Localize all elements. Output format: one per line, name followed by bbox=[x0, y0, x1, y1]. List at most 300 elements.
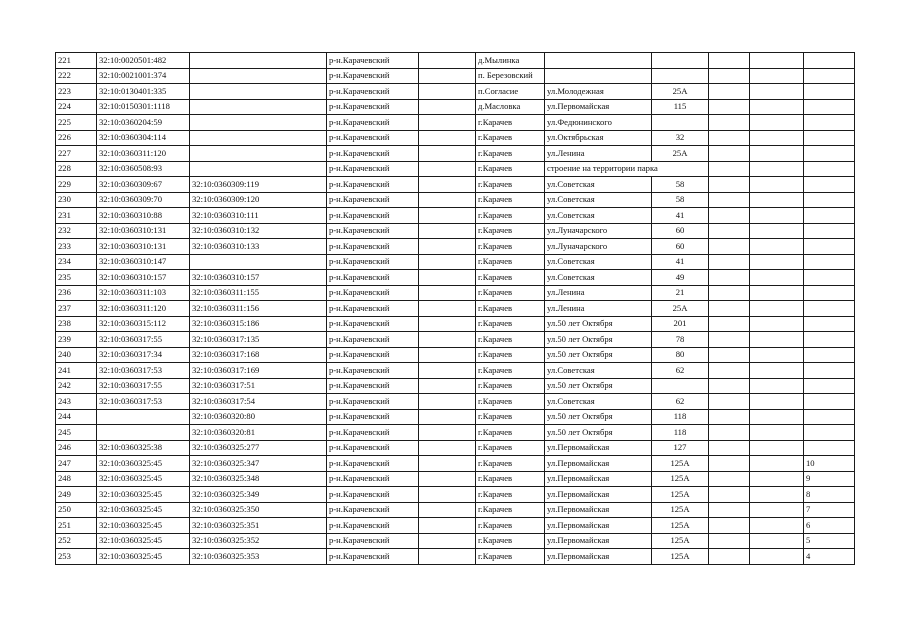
empty-cell bbox=[419, 208, 476, 224]
empty-cell bbox=[419, 378, 476, 394]
row-number-cell: 248 bbox=[56, 471, 97, 487]
sub-cadastral-number-cell: 32:10:0360325:348 bbox=[190, 471, 327, 487]
empty-cell bbox=[419, 471, 476, 487]
locality-cell: г.Карачев bbox=[476, 270, 545, 286]
cadastral-number-cell: 32:10:0360309:67 bbox=[97, 177, 190, 193]
district-cell: р-н.Карачевский bbox=[327, 301, 419, 317]
table-row bbox=[56, 239, 855, 255]
empty-cell bbox=[709, 347, 750, 363]
locality-cell: г.Карачев bbox=[476, 130, 545, 146]
sub-cadastral-number-cell: 32:10:0360311:156 bbox=[190, 301, 327, 317]
house-number-cell: 125А bbox=[652, 533, 709, 549]
empty-cell bbox=[750, 487, 804, 503]
locality-cell: г.Карачев bbox=[476, 177, 545, 193]
locality-cell: г.Карачев bbox=[476, 471, 545, 487]
row-number-cell: 237 bbox=[56, 301, 97, 317]
register-body bbox=[56, 53, 855, 565]
row-number-cell: 235 bbox=[56, 270, 97, 286]
district-cell: р-н.Карачевский bbox=[327, 549, 419, 565]
empty-cell bbox=[750, 53, 804, 69]
table-row bbox=[56, 192, 855, 208]
cadastral-number-cell: 32:10:0360204:59 bbox=[97, 115, 190, 131]
table-row bbox=[56, 502, 855, 518]
empty-cell bbox=[709, 270, 750, 286]
row-number-cell: 228 bbox=[56, 161, 97, 177]
street-cell: ул.Первомайская bbox=[545, 440, 652, 456]
cadastral-number-cell: 32:10:0130401:335 bbox=[97, 84, 190, 100]
empty-cell bbox=[709, 471, 750, 487]
house-number-cell: 60 bbox=[652, 239, 709, 255]
apartment-number-cell bbox=[804, 301, 855, 317]
apartment-number-cell bbox=[804, 425, 855, 441]
house-number-cell: 49 bbox=[652, 270, 709, 286]
table-row bbox=[56, 332, 855, 348]
apartment-number-cell bbox=[804, 239, 855, 255]
house-number-cell: 78 bbox=[652, 332, 709, 348]
street-cell: ул.Федюнинского bbox=[545, 115, 652, 131]
locality-cell: г.Карачев bbox=[476, 440, 545, 456]
sub-cadastral-number-cell bbox=[190, 53, 327, 69]
district-cell: р-н.Карачевский bbox=[327, 533, 419, 549]
empty-cell bbox=[709, 363, 750, 379]
table-row bbox=[56, 394, 855, 410]
empty-cell bbox=[709, 254, 750, 270]
apartment-number-cell bbox=[804, 84, 855, 100]
sub-cadastral-number-cell: 32:10:0360309:119 bbox=[190, 177, 327, 193]
sub-cadastral-number-cell: 32:10:0360325:350 bbox=[190, 502, 327, 518]
table-row bbox=[56, 440, 855, 456]
row-number-cell: 242 bbox=[56, 378, 97, 394]
empty-cell bbox=[419, 68, 476, 84]
empty-cell bbox=[419, 239, 476, 255]
house-number-cell: 125А bbox=[652, 471, 709, 487]
empty-cell bbox=[750, 549, 804, 565]
street-cell: ул.Первомайская bbox=[545, 456, 652, 472]
sub-cadastral-number-cell: 32:10:0360310:132 bbox=[190, 223, 327, 239]
street-cell: ул.Советская bbox=[545, 270, 652, 286]
table-row bbox=[56, 146, 855, 162]
district-cell: р-н.Карачевский bbox=[327, 223, 419, 239]
empty-cell bbox=[750, 425, 804, 441]
district-cell: р-н.Карачевский bbox=[327, 115, 419, 131]
apartment-number-cell bbox=[804, 332, 855, 348]
cadastral-number-cell: 32:10:0360325:45 bbox=[97, 471, 190, 487]
cadastral-number-cell bbox=[97, 425, 190, 441]
cadastral-number-cell: 32:10:0021001:374 bbox=[97, 68, 190, 84]
row-number-cell: 245 bbox=[56, 425, 97, 441]
street-cell: строение на территории парка bbox=[545, 161, 709, 177]
empty-cell bbox=[750, 161, 804, 177]
apartment-number-cell bbox=[804, 115, 855, 131]
empty-cell bbox=[709, 177, 750, 193]
locality-cell: г.Карачев bbox=[476, 518, 545, 534]
cadastral-number-cell: 32:10:0360325:45 bbox=[97, 456, 190, 472]
district-cell: р-н.Карачевский bbox=[327, 285, 419, 301]
street-cell: ул.50 лет Октября bbox=[545, 378, 652, 394]
row-number-cell: 231 bbox=[56, 208, 97, 224]
sub-cadastral-number-cell: 32:10:0360320:80 bbox=[190, 409, 327, 425]
row-number-cell: 243 bbox=[56, 394, 97, 410]
locality-cell: д.Мылинка bbox=[476, 53, 545, 69]
house-number-cell bbox=[652, 378, 709, 394]
street-cell bbox=[545, 53, 652, 69]
row-number-cell: 232 bbox=[56, 223, 97, 239]
apartment-number-cell bbox=[804, 254, 855, 270]
empty-cell bbox=[709, 146, 750, 162]
street-cell: ул.Первомайская bbox=[545, 549, 652, 565]
cadastral-number-cell: 32:10:0360325:38 bbox=[97, 440, 190, 456]
locality-cell: п. Березовский bbox=[476, 68, 545, 84]
district-cell: р-н.Карачевский bbox=[327, 332, 419, 348]
cadastral-number-cell: 32:10:0360309:70 bbox=[97, 192, 190, 208]
house-number-cell: 25А bbox=[652, 301, 709, 317]
street-cell: ул.Молодежная bbox=[545, 84, 652, 100]
empty-cell bbox=[750, 99, 804, 115]
empty-cell bbox=[709, 378, 750, 394]
district-cell: р-н.Карачевский bbox=[327, 456, 419, 472]
table-row bbox=[56, 425, 855, 441]
empty-cell bbox=[709, 332, 750, 348]
empty-cell bbox=[419, 440, 476, 456]
table-row bbox=[56, 115, 855, 131]
table-row bbox=[56, 316, 855, 332]
sub-cadastral-number-cell: 32:10:0360325:352 bbox=[190, 533, 327, 549]
street-cell: ул.50 лет Октября bbox=[545, 332, 652, 348]
empty-cell bbox=[709, 115, 750, 131]
sub-cadastral-number-cell: 32:10:0360325:277 bbox=[190, 440, 327, 456]
row-number-cell: 222 bbox=[56, 68, 97, 84]
row-number-cell: 229 bbox=[56, 177, 97, 193]
row-number-cell: 221 bbox=[56, 53, 97, 69]
cadastral-number-cell: 32:10:0360325:45 bbox=[97, 487, 190, 503]
house-number-cell: 125А bbox=[652, 456, 709, 472]
empty-cell bbox=[419, 223, 476, 239]
locality-cell: г.Карачев bbox=[476, 285, 545, 301]
empty-cell bbox=[750, 533, 804, 549]
cadastral-number-cell: 32:10:0360310:131 bbox=[97, 223, 190, 239]
house-number-cell: 125А bbox=[652, 487, 709, 503]
street-cell: ул.Октябрьская bbox=[545, 130, 652, 146]
empty-cell bbox=[419, 177, 476, 193]
locality-cell: г.Карачев bbox=[476, 146, 545, 162]
cadastral-number-cell: 32:10:0360310:88 bbox=[97, 208, 190, 224]
row-number-cell: 234 bbox=[56, 254, 97, 270]
empty-cell bbox=[709, 502, 750, 518]
district-cell: р-н.Карачевский bbox=[327, 84, 419, 100]
empty-cell bbox=[750, 518, 804, 534]
table-row bbox=[56, 254, 855, 270]
empty-cell bbox=[419, 425, 476, 441]
apartment-number-cell bbox=[804, 53, 855, 69]
row-number-cell: 240 bbox=[56, 347, 97, 363]
empty-cell bbox=[709, 487, 750, 503]
empty-cell bbox=[709, 518, 750, 534]
empty-cell bbox=[750, 394, 804, 410]
locality-cell: г.Карачев bbox=[476, 378, 545, 394]
row-number-cell: 238 bbox=[56, 316, 97, 332]
locality-cell: г.Карачев bbox=[476, 208, 545, 224]
empty-cell bbox=[709, 409, 750, 425]
apartment-number-cell bbox=[804, 99, 855, 115]
house-number-cell: 21 bbox=[652, 285, 709, 301]
table-row bbox=[56, 301, 855, 317]
street-cell: ул.Советская bbox=[545, 254, 652, 270]
sub-cadastral-number-cell: 32:10:0360310:133 bbox=[190, 239, 327, 255]
sub-cadastral-number-cell bbox=[190, 99, 327, 115]
street-cell: ул.Советская bbox=[545, 192, 652, 208]
street-cell: ул.Первомайская bbox=[545, 518, 652, 534]
row-number-cell: 230 bbox=[56, 192, 97, 208]
house-number-cell: 80 bbox=[652, 347, 709, 363]
district-cell: р-н.Карачевский bbox=[327, 502, 419, 518]
empty-cell bbox=[750, 347, 804, 363]
table-row bbox=[56, 471, 855, 487]
street-cell: ул.Луначарского bbox=[545, 239, 652, 255]
locality-cell: г.Карачев bbox=[476, 456, 545, 472]
district-cell: р-н.Карачевский bbox=[327, 425, 419, 441]
street-cell: ул.Советская bbox=[545, 363, 652, 379]
row-number-cell: 252 bbox=[56, 533, 97, 549]
empty-cell bbox=[750, 177, 804, 193]
empty-cell bbox=[750, 456, 804, 472]
cadastral-number-cell: 32:10:0360311:120 bbox=[97, 146, 190, 162]
sub-cadastral-number-cell: 32:10:0360325:349 bbox=[190, 487, 327, 503]
empty-cell bbox=[419, 285, 476, 301]
street-cell: ул.Первомайская bbox=[545, 487, 652, 503]
locality-cell: г.Карачев bbox=[476, 115, 545, 131]
table-row bbox=[56, 53, 855, 69]
cadastral-number-cell: 32:10:0360310:157 bbox=[97, 270, 190, 286]
house-number-cell: 41 bbox=[652, 254, 709, 270]
empty-cell bbox=[750, 270, 804, 286]
district-cell: р-н.Карачевский bbox=[327, 192, 419, 208]
street-cell: ул.50 лет Октября bbox=[545, 425, 652, 441]
cadastral-number-cell: 32:10:0360310:131 bbox=[97, 239, 190, 255]
sub-cadastral-number-cell bbox=[190, 68, 327, 84]
table-row bbox=[56, 177, 855, 193]
cadastral-number-cell: 32:10:0360317:55 bbox=[97, 332, 190, 348]
house-number-cell bbox=[652, 53, 709, 69]
apartment-number-cell: 4 bbox=[804, 549, 855, 565]
house-number-cell: 118 bbox=[652, 425, 709, 441]
sub-cadastral-number-cell: 32:10:0360310:111 bbox=[190, 208, 327, 224]
locality-cell: г.Карачев bbox=[476, 332, 545, 348]
district-cell: р-н.Карачевский bbox=[327, 394, 419, 410]
house-number-cell: 127 bbox=[652, 440, 709, 456]
district-cell: р-н.Карачевский bbox=[327, 518, 419, 534]
house-number-cell bbox=[652, 68, 709, 84]
row-number-cell: 253 bbox=[56, 549, 97, 565]
empty-cell bbox=[419, 84, 476, 100]
empty-cell bbox=[709, 161, 750, 177]
cadastral-number-cell: 32:10:0360310:147 bbox=[97, 254, 190, 270]
district-cell: р-н.Карачевский bbox=[327, 68, 419, 84]
empty-cell bbox=[750, 146, 804, 162]
property-register-table bbox=[55, 52, 855, 565]
empty-cell bbox=[709, 53, 750, 69]
house-number-cell: 58 bbox=[652, 192, 709, 208]
cadastral-number-cell: 32:10:0360317:53 bbox=[97, 394, 190, 410]
locality-cell: г.Карачев bbox=[476, 223, 545, 239]
district-cell: р-н.Карачевский bbox=[327, 177, 419, 193]
empty-cell bbox=[750, 316, 804, 332]
sub-cadastral-number-cell bbox=[190, 130, 327, 146]
cadastral-number-cell: 32:10:0360325:45 bbox=[97, 518, 190, 534]
street-cell: ул.Ленина bbox=[545, 301, 652, 317]
table-row bbox=[56, 99, 855, 115]
empty-cell bbox=[750, 223, 804, 239]
apartment-number-cell bbox=[804, 146, 855, 162]
empty-cell bbox=[750, 378, 804, 394]
row-number-cell: 233 bbox=[56, 239, 97, 255]
locality-cell: г.Карачев bbox=[476, 394, 545, 410]
house-number-cell: 62 bbox=[652, 363, 709, 379]
empty-cell bbox=[419, 363, 476, 379]
district-cell: р-н.Карачевский bbox=[327, 409, 419, 425]
empty-cell bbox=[419, 130, 476, 146]
table-row bbox=[56, 456, 855, 472]
empty-cell bbox=[419, 270, 476, 286]
empty-cell bbox=[709, 192, 750, 208]
row-number-cell: 251 bbox=[56, 518, 97, 534]
apartment-number-cell bbox=[804, 440, 855, 456]
apartment-number-cell: 5 bbox=[804, 533, 855, 549]
cadastral-number-cell: 32:10:0360325:45 bbox=[97, 502, 190, 518]
empty-cell bbox=[750, 502, 804, 518]
street-cell: ул.Советская bbox=[545, 394, 652, 410]
apartment-number-cell bbox=[804, 409, 855, 425]
house-number-cell: 62 bbox=[652, 394, 709, 410]
district-cell: р-н.Карачевский bbox=[327, 239, 419, 255]
house-number-cell: 115 bbox=[652, 99, 709, 115]
district-cell: р-н.Карачевский bbox=[327, 378, 419, 394]
row-number-cell: 244 bbox=[56, 409, 97, 425]
apartment-number-cell bbox=[804, 316, 855, 332]
house-number-cell: 25А bbox=[652, 84, 709, 100]
apartment-number-cell bbox=[804, 270, 855, 286]
street-cell bbox=[545, 68, 652, 84]
table-row bbox=[56, 549, 855, 565]
row-number-cell: 247 bbox=[56, 456, 97, 472]
locality-cell: д.Масловка bbox=[476, 99, 545, 115]
empty-cell bbox=[709, 394, 750, 410]
apartment-number-cell bbox=[804, 394, 855, 410]
row-number-cell: 224 bbox=[56, 99, 97, 115]
locality-cell: г.Карачев bbox=[476, 301, 545, 317]
apartment-number-cell bbox=[804, 347, 855, 363]
locality-cell: г.Карачев bbox=[476, 254, 545, 270]
district-cell: р-н.Карачевский bbox=[327, 254, 419, 270]
row-number-cell: 236 bbox=[56, 285, 97, 301]
empty-cell bbox=[709, 316, 750, 332]
table-row bbox=[56, 347, 855, 363]
sub-cadastral-number-cell: 32:10:0360317:135 bbox=[190, 332, 327, 348]
apartment-number-cell bbox=[804, 363, 855, 379]
apartment-number-cell: 8 bbox=[804, 487, 855, 503]
sub-cadastral-number-cell: 32:10:0360325:347 bbox=[190, 456, 327, 472]
house-number-cell: 41 bbox=[652, 208, 709, 224]
house-number-cell: 125А bbox=[652, 549, 709, 565]
empty-cell bbox=[419, 53, 476, 69]
street-cell: ул.Советская bbox=[545, 208, 652, 224]
cadastral-number-cell: 32:10:0360317:34 bbox=[97, 347, 190, 363]
cadastral-number-cell: 32:10:0360508:93 bbox=[97, 161, 190, 177]
empty-cell bbox=[750, 68, 804, 84]
apartment-number-cell bbox=[804, 378, 855, 394]
empty-cell bbox=[709, 533, 750, 549]
cadastral-number-cell: 32:10:0360311:120 bbox=[97, 301, 190, 317]
street-cell: ул.50 лет Октября bbox=[545, 316, 652, 332]
locality-cell: г.Карачев bbox=[476, 533, 545, 549]
house-number-cell: 201 bbox=[652, 316, 709, 332]
sub-cadastral-number-cell: 32:10:0360317:54 bbox=[190, 394, 327, 410]
house-number-cell: 118 bbox=[652, 409, 709, 425]
sub-cadastral-number-cell: 32:10:0360317:51 bbox=[190, 378, 327, 394]
locality-cell: г.Карачев bbox=[476, 549, 545, 565]
empty-cell bbox=[419, 456, 476, 472]
empty-cell bbox=[419, 409, 476, 425]
apartment-number-cell bbox=[804, 177, 855, 193]
table-row bbox=[56, 130, 855, 146]
row-number-cell: 249 bbox=[56, 487, 97, 503]
cadastral-number-cell: 32:10:0150301:1118 bbox=[97, 99, 190, 115]
house-number-cell: 125А bbox=[652, 502, 709, 518]
sub-cadastral-number-cell bbox=[190, 161, 327, 177]
locality-cell: г.Карачев bbox=[476, 487, 545, 503]
empty-cell bbox=[750, 332, 804, 348]
sub-cadastral-number-cell: 32:10:0360311:155 bbox=[190, 285, 327, 301]
cadastral-number-cell: 32:10:0360317:55 bbox=[97, 378, 190, 394]
empty-cell bbox=[419, 146, 476, 162]
row-number-cell: 250 bbox=[56, 502, 97, 518]
apartment-number-cell: 7 bbox=[804, 502, 855, 518]
locality-cell: г.Карачев bbox=[476, 409, 545, 425]
cadastral-number-cell: 32:10:0360317:53 bbox=[97, 363, 190, 379]
apartment-number-cell bbox=[804, 208, 855, 224]
district-cell: р-н.Карачевский bbox=[327, 208, 419, 224]
row-number-cell: 223 bbox=[56, 84, 97, 100]
empty-cell bbox=[709, 549, 750, 565]
cadastral-number-cell: 32:10:0360325:45 bbox=[97, 549, 190, 565]
table-row bbox=[56, 285, 855, 301]
sub-cadastral-number-cell bbox=[190, 115, 327, 131]
sub-cadastral-number-cell: 32:10:0360325:351 bbox=[190, 518, 327, 534]
apartment-number-cell: 9 bbox=[804, 471, 855, 487]
empty-cell bbox=[419, 115, 476, 131]
table-row bbox=[56, 208, 855, 224]
locality-cell: г.Карачев bbox=[476, 316, 545, 332]
empty-cell bbox=[419, 192, 476, 208]
apartment-number-cell bbox=[804, 130, 855, 146]
empty-cell bbox=[750, 409, 804, 425]
table-row bbox=[56, 363, 855, 379]
empty-cell bbox=[750, 130, 804, 146]
street-cell: ул.Ленина bbox=[545, 146, 652, 162]
district-cell: р-н.Карачевский bbox=[327, 130, 419, 146]
empty-cell bbox=[709, 456, 750, 472]
empty-cell bbox=[419, 161, 476, 177]
sub-cadastral-number-cell: 32:10:0360310:157 bbox=[190, 270, 327, 286]
locality-cell: г.Карачев bbox=[476, 425, 545, 441]
apartment-number-cell: 6 bbox=[804, 518, 855, 534]
district-cell: р-н.Карачевский bbox=[327, 471, 419, 487]
apartment-number-cell bbox=[804, 285, 855, 301]
empty-cell bbox=[750, 471, 804, 487]
street-cell: ул.Первомайская bbox=[545, 471, 652, 487]
cadastral-number-cell: 32:10:0360311:103 bbox=[97, 285, 190, 301]
empty-cell bbox=[419, 316, 476, 332]
apartment-number-cell bbox=[804, 223, 855, 239]
